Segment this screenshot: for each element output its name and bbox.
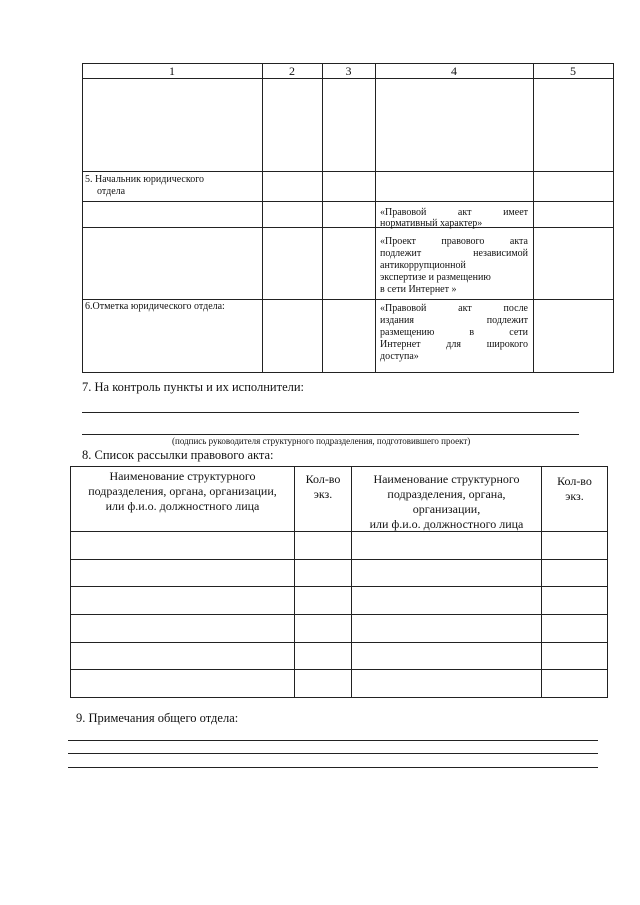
note-publication-line5: доступа» <box>380 351 419 362</box>
col-header-1: 1 <box>169 64 175 78</box>
col4-header: Кол-во экз. <box>557 474 592 503</box>
note-publication-line3: размещению в сети <box>380 327 528 338</box>
note-anticorruption-line4: экспертизе и размещению <box>380 272 491 283</box>
section9-blank-line-1 <box>68 740 598 741</box>
row5-label-line1: 5. Начальник юридического <box>85 174 205 185</box>
col-header-5: 5 <box>570 64 576 78</box>
col-header-3: 3 <box>345 64 352 78</box>
col1-header: Наименование структурного подразделения, органа, организации, или ф.и.о. должностного лица <box>88 469 277 513</box>
note-publication-line4: Интернет для широкого <box>380 339 528 350</box>
note-normative-line2: нормативный характер» <box>380 218 483 229</box>
section7-blank-line-1 <box>82 412 579 413</box>
note-anticorruption-line5: в сети Интернет » <box>380 284 457 295</box>
note-anticorruption-line2: подлежит независимой <box>380 248 528 259</box>
signature-caption: (подпись руководителя структурного подразделения, подготовившего проект) <box>172 436 471 446</box>
section7-title: 7. На контроль пункты и их исполнители: <box>82 380 305 394</box>
note-anticorruption-line3: антикоррупционной <box>380 260 466 271</box>
col-header-4: 4 <box>451 64 457 78</box>
section7-blank-line-2 <box>82 434 579 435</box>
col2-header: Кол-во экз. <box>305 472 341 501</box>
note-normative-line1: «Правовой акт имеет <box>380 207 528 218</box>
col3-header: Наименование структурного подразделения, органа, организации, или ф.и.о. должностного лица <box>369 472 524 531</box>
section8-title: 8. Список рассылки правового акта: <box>82 448 274 462</box>
note-publication-line1: «Правовой акт после <box>380 303 528 314</box>
col-header-2: 2 <box>289 64 295 78</box>
note-publication-line2: издания подлежит <box>380 315 528 326</box>
section9-blank-line-3 <box>68 767 598 768</box>
note-anticorruption-line1: «Проект правового акта <box>380 236 528 247</box>
row5-label-line2: отдела <box>97 186 126 197</box>
row6-label: 6.Отметка юридического отдела: <box>85 301 225 312</box>
section9-title: 9. Примечания общего отдела: <box>76 711 239 725</box>
section9-blank-line-2 <box>68 753 598 754</box>
